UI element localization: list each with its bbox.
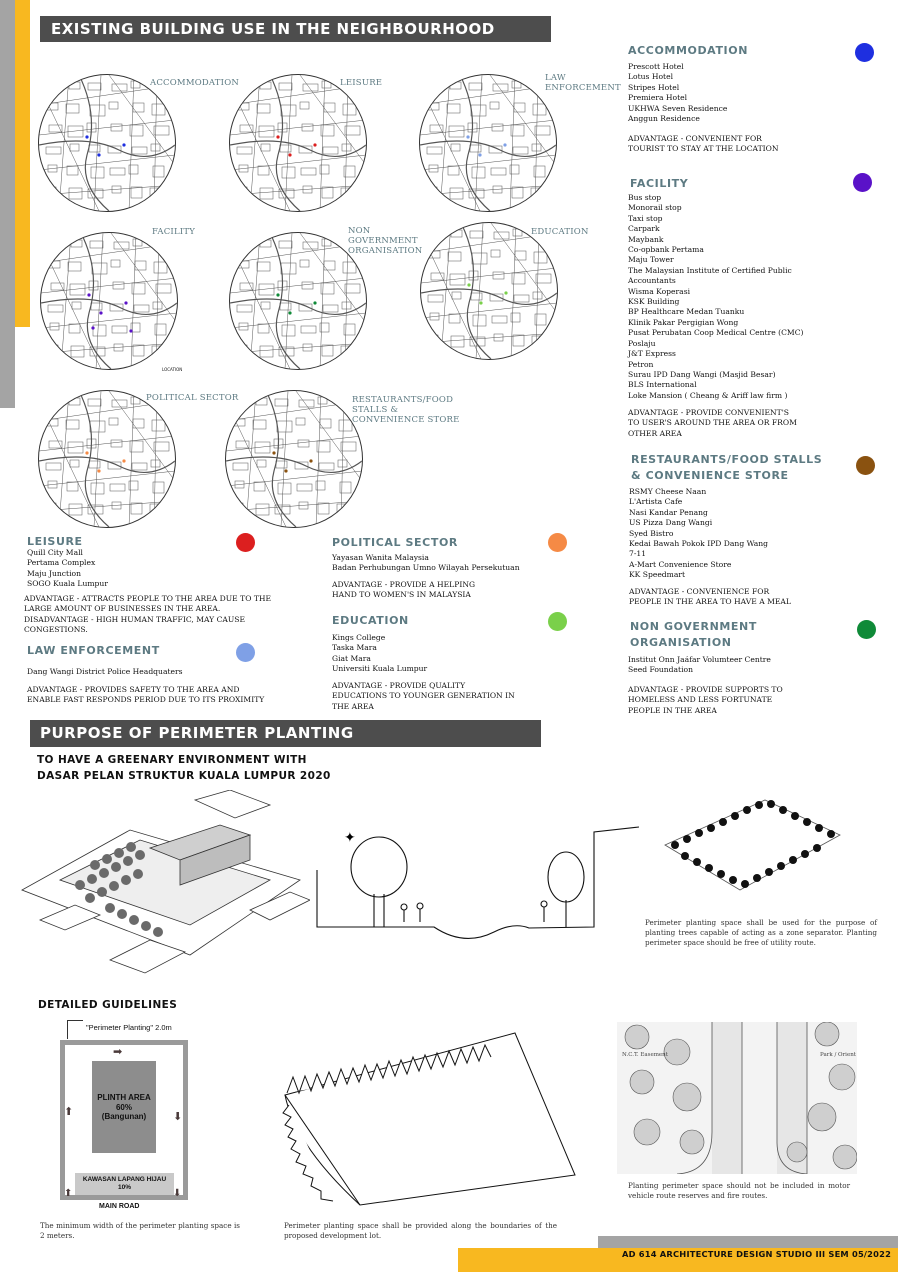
neighbourhood-map [229, 232, 367, 370]
list-item: Prescott Hotel [628, 62, 684, 71]
facility-title: FACILITY [630, 177, 689, 190]
list-item: Poslaju [628, 338, 656, 348]
list-item: RSMY Cheese Naan [629, 487, 707, 496]
education-advantage: ADVANTAGE - PROVIDE QUALITY EDUCATIONS TO YOUNGER GENERATION IN THE AREA [332, 681, 515, 711]
map-label-law: LAW ENFORCEMENT [545, 73, 621, 93]
plan-label-left: N.C.T. Easement [622, 1052, 668, 1058]
list-item: Universiti Kuala Lumpur [332, 664, 428, 674]
map-label-restaurants: RESTAURANTS/FOOD STALLS & CONVENIENCE STORE [352, 395, 460, 425]
list-item: Syed Bistro [629, 528, 674, 538]
plinth-percent: 60% [115, 1102, 132, 1112]
footer-text: AD 614 ARCHITECTURE DESIGN STUDIO III SEM 05/2022 [622, 1249, 892, 1259]
list-item: Premiera Hotel [628, 93, 688, 103]
leisure-color-dot [236, 533, 255, 552]
map-label-accommodation: ACCOMMODATION [150, 78, 240, 88]
list-item: 7-11 [629, 549, 647, 559]
guidelines-title: DETAILED GUIDELINES [38, 999, 178, 1011]
education-color-dot [548, 612, 567, 631]
leisure-advantage: ADVANTAGE - ATTRACTS PEOPLE TO THE AREA DUE TO THE LARGE AMOUNT OF BUSINESSES IN THE AREA. [24, 594, 272, 614]
list-item: SOGO Kuala Lumpur [27, 579, 108, 589]
map-drawing [39, 75, 175, 211]
leisure-title: LEISURE [27, 535, 83, 548]
green-title: KAWASAN LAPANG HIJAU [82, 1176, 167, 1183]
restaurants-advantage: ADVANTAGE - CONVENIENCE FOR PEOPLE IN THE AREA TO HAVE A MEAL [629, 587, 791, 607]
neighbourhood-map [420, 222, 558, 360]
leisure-list [27, 548, 227, 590]
list-item: BP Healthcare Medan Tuanku [628, 307, 745, 317]
map-drawing [226, 391, 362, 527]
map-drawing [421, 223, 557, 359]
caption-bottom-right: Planting perimeter space should not be included in motor vehicle route reserves and fire routes. [628, 1181, 850, 1200]
map-label-political: POLITICAL SECTOR [146, 393, 239, 403]
caption-bottom-left: The minimum width of the perimeter planting space is 2 meters. [40, 1221, 240, 1240]
restaurants-color-dot [856, 456, 875, 475]
neighbourhood-map [40, 232, 178, 370]
ngo-title: NON GOVERNMENT ORGANISATION [630, 620, 757, 649]
list-item: KSK Building [628, 297, 680, 307]
list-item: Institut Onn Jaáfar Volumteer Centre [628, 655, 771, 664]
list-item: Nasi Kandar Penang [629, 507, 708, 517]
neighbourhood-map [38, 390, 176, 528]
accommodation-title: ACCOMMODATION [628, 44, 748, 57]
map-drawing [39, 391, 175, 527]
list-item: Kings College [332, 633, 386, 642]
law-advantage: ADVANTAGE - PROVIDES SAFETY TO THE AREA AND ENABLE FAST RESPONDS PERIOD DUE TO ITS PROXIMITY [27, 685, 265, 705]
left-yellow-bar [15, 0, 30, 327]
main-road-label: MAIN ROAD [99, 1203, 140, 1210]
footer-grey-bar [598, 1236, 898, 1248]
ngo-color-dot [857, 620, 876, 639]
boundary-sketch [275, 1025, 580, 1210]
perimeter-trees-illustration [645, 790, 845, 905]
law-list [27, 667, 247, 677]
ngo-list [628, 655, 828, 676]
law-title: LAW ENFORCEMENT [27, 644, 160, 657]
list-item: J&T Express [628, 349, 676, 359]
restaurants-list [629, 487, 829, 581]
map-label-ngo: NON GOVERNMENT ORGANISATION [348, 226, 423, 256]
political-list [332, 553, 552, 574]
list-item: Carpark [628, 224, 660, 234]
list-item: Lotus Hotel [628, 72, 674, 82]
plan-label-right: Park / Orient [820, 1052, 856, 1058]
plan-view-sketch [617, 1022, 857, 1174]
list-item: Maybank [628, 234, 664, 244]
list-item: Pertama Complex [27, 558, 96, 568]
map-drawing [41, 233, 177, 369]
planting-subtitle: TO HAVE A GREENARY ENVIRONMENT WITH DASAR PELAN STRUKTUR KUALA LUMPUR 2020 [37, 754, 331, 782]
accommodation-advantage: ADVANTAGE - CONVENIENT FOR TOURIST TO STAY AT THE LOCATION [628, 134, 779, 154]
list-item: Co-opbank Pertama [628, 245, 704, 255]
list-item: Petron [628, 359, 654, 369]
accommodation-color-dot [855, 43, 874, 62]
list-item: Quill City Mall [27, 548, 83, 557]
list-item: US Pizza Dang Wangi [629, 518, 713, 528]
list-item: Giat Mara [332, 653, 371, 663]
list-item: Bus stop [628, 193, 662, 202]
list-item: Kedai Bawah Pokok IPD Dang Wang [629, 539, 769, 549]
list-item: BLS International [628, 380, 697, 390]
neighbourhood-map [225, 390, 363, 528]
list-item: Maju Tower [628, 255, 674, 265]
map-drawing [230, 233, 366, 369]
svg-text:✦: ✦ [344, 830, 356, 846]
restaurants-title: RESTAURANTS/FOOD STALLS & CONVENIENCE STORE [631, 453, 823, 482]
accommodation-list [628, 62, 828, 124]
list-item: Wisma Koperasi [628, 286, 691, 296]
list-item: KK Speedmart [629, 570, 686, 580]
caption-top-right: Perimeter planting space shall be used for the purpose of planting trees capable of acting as a zone separator. Planting perimeter space should be free of utility route. [645, 918, 877, 947]
list-item: UKHWA Seven Residence [628, 103, 728, 113]
arrow-bottom-left-icon: ⬆ [64, 1188, 73, 1199]
neighbourhood-map [229, 74, 367, 212]
ngo-advantage: ADVANTAGE - PROVIDE SUPPORTS TO HOMELESS AND LESS FORTUNATE PEOPLE IN THE AREA [628, 685, 783, 715]
facility-advantage: ADVANTAGE - PROVIDE CONVENIENT'S TO USER'S AROUND THE AREA OR FROM OTHER AREA [628, 408, 797, 438]
list-item: Seed Foundation [628, 665, 694, 675]
section-illustration [314, 822, 639, 957]
map-location-note: LOCATION [162, 367, 183, 372]
plinth-sub: (Bangunan) [101, 1112, 147, 1121]
political-advantage: ADVANTAGE - PROVIDE A HELPING HAND TO WOMEN'S IN MALAYSIA [332, 580, 476, 600]
left-grey-bar [0, 0, 15, 408]
list-item: Maju Junction [27, 568, 81, 578]
arrow-bottom-right-icon: ⬇ [173, 1188, 182, 1199]
political-color-dot [548, 533, 567, 552]
map-label-leisure: LEISURE [340, 78, 383, 88]
neighbourhood-map [38, 74, 176, 212]
map-label-facility: FACILITY [152, 227, 196, 237]
planting-title: PURPOSE OF PERIMETER PLANTING [30, 720, 541, 747]
list-item: Surau IPD Dang Wangi (Masjid Besar) [628, 369, 776, 379]
law-color-dot [236, 643, 255, 662]
list-item: Badan Perhubungan Umno Wilayah Persekutuan [332, 563, 520, 573]
neighbourhood-title: EXISTING BUILDING USE IN THE NEIGHBOURHOOD [40, 16, 551, 42]
list-item: Pusat Perubatan Coop Medical Centre (CMC) [628, 328, 804, 338]
list-item: Taxi stop [628, 213, 663, 223]
education-title: EDUCATION [332, 614, 409, 627]
education-list [332, 633, 552, 675]
list-item: A-Mart Convenience Store [629, 559, 732, 569]
list-item: Dang Wangi District Police Headquaters [27, 667, 183, 676]
arrow-top-icon: ➡ [113, 1045, 123, 1058]
map-label-education: EDUCATION [531, 227, 589, 237]
list-item: Anggun Residence [628, 114, 700, 124]
plinth-label [92, 1093, 156, 1122]
list-item: Loke Mansion ( Cheang & Ariff law firm ) [628, 390, 788, 400]
list-item: Stripes Hotel [628, 82, 680, 92]
list-item: L'Artista Cafe [629, 497, 683, 507]
list-item: Klinik Pakar Pergigian Wong [628, 317, 739, 327]
plinth-title: PLINTH AREA [97, 1093, 151, 1102]
arrow-right-icon: ⬇ [173, 1110, 183, 1123]
map-drawing [420, 75, 556, 211]
axonometric-illustration [20, 790, 310, 985]
list-item: Yayasan Wanita Malaysia [332, 553, 429, 562]
neighbourhood-map [419, 74, 557, 212]
leisure-disadvantage: DISADVANTAGE - HIGH HUMAN TRAFFIC, MAY CAUSE CONGESTIONS. [24, 615, 246, 635]
political-title: POLITICAL SECTOR [332, 536, 458, 549]
list-item: Monorail stop [628, 203, 682, 213]
diagram-perimeter-label: "Perimeter Planting" 2.0m [86, 1023, 172, 1032]
arrow-left-icon: ⬆ [64, 1105, 74, 1118]
plan-view-drawing [617, 1022, 857, 1174]
list-item: Taska Mara [332, 643, 377, 653]
green-label [75, 1176, 174, 1192]
diagram-leader-line [67, 1020, 83, 1039]
list-item: The Malaysian Institute of Certified Public Accountants [628, 265, 792, 286]
facility-color-dot [853, 173, 872, 192]
caption-bottom-mid: Perimeter planting space shall be provided along the boundaries of the proposed development lot. [284, 1221, 557, 1240]
map-drawing [230, 75, 366, 211]
facility-list [628, 193, 828, 401]
green-percent: 10% [117, 1184, 131, 1191]
